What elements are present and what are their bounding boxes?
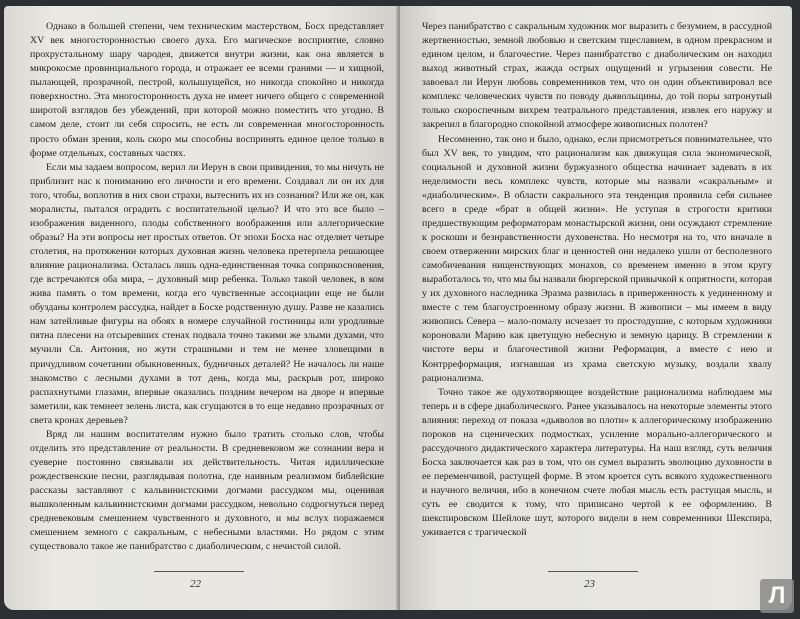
paragraph: Через панибратство с сакральным художник мог выразить с безумием, в рассудной жертвенностью, земной любовью и светским тщеславием, в одном прекрасном и едином целом, и благочестие. Через панибратство с диаболическим он находил выход животный страх, жажда острых ощущений и угрызения совести. Не завоевал ли Иерун любовь современников тем, что он один объективировал все комплекс человеческих чувств по поводу дьявольщины, до той поры затронутый только скороспечным вихрем театрального представления, извлек его наружу и закрепил в благородно спокойной атмосфере живописных полотен?: [422, 21, 772, 131]
right-page: [400, 6, 792, 610]
paragraph: Вряд ли нашим воспитателям нужно было тратить столько слов, чтобы отделить это представление от реальности. В средневековом же сознании вера и суеверие постоянно связывали их действительность. Читая идиллические рождественские песни, разглядывая полотна, где наивным реализмом библейские рассказы заставляют с кальвинистскими догмами рассудком мы, оценивая вышколенным кальвинистскими догмами рассудком, невольно содрогнуться перед средневековым смешением чувственного и духовного, и мы вслух поражаемся смешением земного с сакральным, с небесными властями. Но рядом с этим существовало такое же панибратство с диаболическим, с нечистой силой.: [30, 428, 384, 553]
paragraph: Точно такое же одухотворяющее воздействие рационализма наблюдаем мы теперь и в сфере диаболического. Ранее указывалось на некоторые элементы этого влияния: переход от показа «дьяволов во плоти» к аллегорическому изображению пороков на сценических подмостках, усиление морально-аллегорического и рассудочного дидактического характера литературы. На наш взгляд, суть величия Босха заключается как раз в том, что он сумел выразить эволюцию духовности в ее переменчивой, растущей форме. В этом кроется суть всякого художественного и научного величия, ибо в конечном счете любая мысль есть растущая мысль, и суть ее сводится к тому, что приписано чертой к ее оформлению. В шекспировском Шейлоке шут, которого видели в нем современники Шекспира, уживается с трагической: [422, 386, 772, 539]
left-page: [4, 6, 400, 610]
footer-rule: [548, 571, 638, 572]
watermark-logo-icon: Л: [760, 579, 794, 613]
page-number: 23: [584, 578, 595, 590]
paragraph: Если мы задаем вопросом, верил ли Иерун в свои привидения, то мы ничуть не приблизит нас к пониманию его личности и его времени. Создавал ли он их для того, чтобы, воплотив в них свои страхи, вытеснить их из сознания? Или же он, как моралисты, пытался оградить с воспитательной целью? И что это все было – изображения виденного, плоды собственного воображения или аллегорические образы? На эти вопросы нет простых ответов. От эпохи Босха нас отделяет четыре столетия, на протяжении которых духовная жизнь человека претерпела решающее влияние рационализма. Осталась лишь одна-единственная точка соприкосновения, где встречаются оба мира, – духовный мир ребенка. Только такой человек, в ком жива память о том времени, когда его чувственные ассоциации еще не были обузданы контролем рассудка, найдет в Босхе родственную душу. Разве не казались нам затейливые фигуры на обоях в номере случайной гостиницы или уродливые пятна плесени на отсыревших стенах подвала точно такими же злыми духами, что мучили Св. Антония, но жути страшными и тем не менее зловещими в причудливом сочетании обыкновенных, будничных деталей? Не началось ли наше знакомство с лесными духами в тот день, когда мы, раскрыв рот, широко распахнутыми глазами, впервые оказались поздним вечером на дворе и впервые заметили, как темнеет зелень листа, как сгущаются в то еще недавно прозрачных от света кронах деревьев?: [30, 161, 384, 426]
footer-rule: [154, 571, 244, 572]
right-page-text: [422, 20, 772, 540]
left-page-text: [30, 20, 384, 554]
paragraph: Однако в большей степени, чем техническим мастерством, Босх представляет XV век многосторонностью своего духа. Его магическое восприятие, словно прохрустальному шару чародея, движется внутри жизни, как она является в микрокосме провинциального города, и отражает ее всеми гранями — и хищной, пылающей, прозрачной, пестрой, колышущейся, но никогда спокойно и никогда поверхностно. Эта многосторонность духа не имеет ничего общего с современной широтой взглядов без убеждений, при которой можно поместить что угодно. В самом деле, стоит ли себя спросить, не есть ли современная многосторонность просто обман зрения, коль скоро мы способны воспринять единое целое только в форме отдельных, составных частях.: [30, 21, 384, 159]
page-number: 22: [190, 578, 201, 590]
paragraph: Несомненно, так оно и было, однако, если присмотреться повнимательнее, что был XV век, то увидим, что рационализм как движущая сила экономической, социальной и духовной жизни буржуазного общества начинает задевать в их неделимости весь комплекс чувств, которые мы назвали «сакральным» и «диаболическим». В области сакрального эта тенденция проявила себя сильнее всего в среде «брат в общей жизни». Не уступая в строгости критики предшествующим реформаторам монастырской жизни, они осуждают стремление к роскоши и безнравственности духовенства. Но несмотря на то, что вначале в своем отвержении мирских благ и ценностей они недалеко ушли от бесполезного самобичевания нищенствующих монахов, со временем именно в этом кругу выработалось то, что мы бы назвали бюргерской привычкой к опрятности, которая у их духовного наследника Эразма развилась в приверженность к уединенному и вместе с тем благоустроенному образу жизни. В живописи – мы имеем в виду живопись Севера – мало-помалу исчезает то простодушие, с которым художники короновали Марию как цветущую небесную и земную царицу. В стремлении к чистоте веры и благочестивой жизни Реформация, а вместе с нею и Контрреформация, изгнавшая из храма светскую музыку, воздали хвалу рационализма.: [422, 133, 772, 384]
